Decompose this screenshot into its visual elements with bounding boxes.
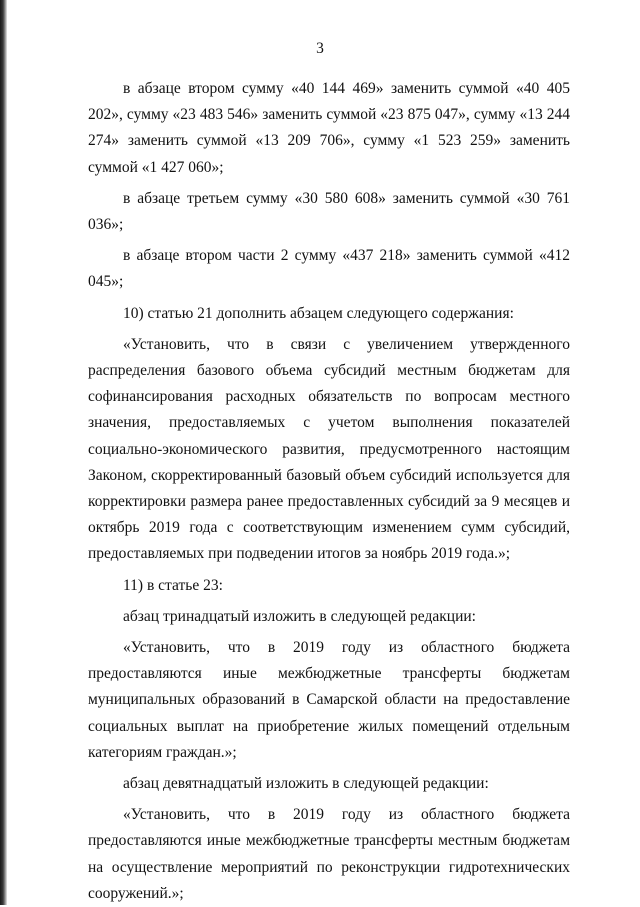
document-body: [88, 76, 570, 907]
paragraph-nineteenth-text: «Установить, что в 2019 году из областного бюджета предоставляются иные межбюджетные трансферты местным бюджетам на осуществление мероприятий по реконструкции гидротехнических сооружений.»;: [88, 806, 570, 902]
paragraph-item-11: 11) в статье 23:: [123, 576, 223, 594]
paragraph-amendment-paragraph-three: в абзаце третьем сумму «30 580 608» заменить суммой «30 761 036»;: [88, 189, 570, 234]
page-number: 3: [316, 40, 324, 57]
paragraph-amendment-paragraph-two: в абзаце втором сумму «40 144 469» заменить суммой «40 405 202», сумму «23 483 546» заменить суммой «23 875 047», сумму «13 244 274» заменить суммой «13 209 706», сумму «1 523 259» заменить суммой «1 427 060»;: [88, 80, 570, 176]
paragraph-article-21-text: «Установить, что в связи с увеличением утвержденного распределения базового объема субсидий местным бюджетам для софинансирования расходных обязательств по вопросам местного значения, предоставляемых с учетом выполнения показателей социально-экономического развития, предусмотренного настоящим Законом, скорректированный базовый объем субсидий используется для корректировки размера ранее предоставленных субсидий за 9 месяцев и октябрь 2019 года с соответствующим изменением сумм субсидий, предоставляемых при подведении итогов за ноябрь 2019 года.»;: [88, 335, 570, 563]
paragraph-item-10: 10) статью 21 дополнить абзацем следующего содержания:: [123, 304, 514, 322]
scan-edge-shadow: [0, 0, 7, 905]
paragraph-thirteenth-text: «Установить, что в 2019 году из областного бюджета предоставляются иные межбюджетные трансферты бюджетам муниципальных образований в Самарской области на предоставление социальных выплат на приобретение жилых помещений отдельным категориям граждан.»;: [88, 639, 570, 761]
paragraph-thirteenth-intro: абзац тринадцатый изложить в следующей редакции:: [123, 607, 476, 625]
paragraph-amendment-part-two: в абзаце втором части 2 сумму «437 218» заменить суммой «412 045»;: [88, 247, 570, 291]
paragraph-nineteenth-intro: абзац девятнадцатый изложить в следующей редакции:: [123, 775, 489, 793]
